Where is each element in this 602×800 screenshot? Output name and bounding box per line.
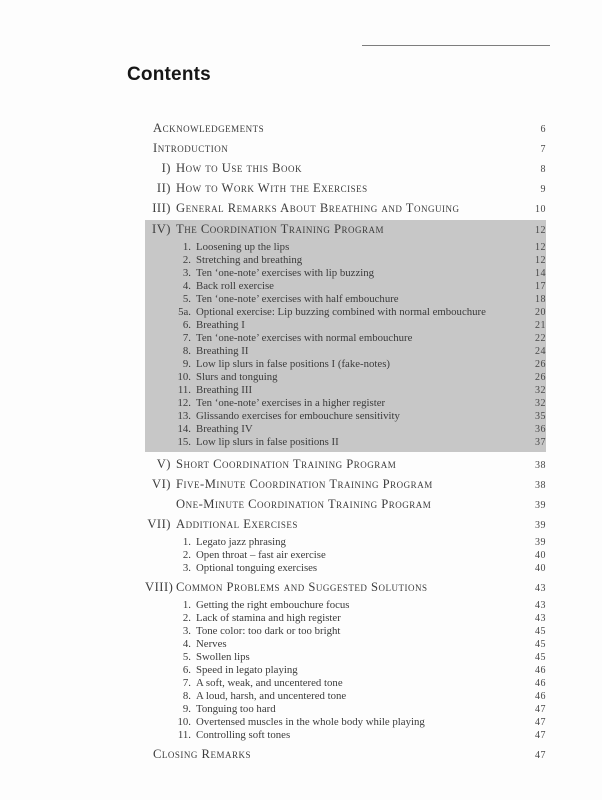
toc-entry-number: 4.	[182, 280, 191, 292]
toc-entry-page: 12	[535, 255, 546, 266]
toc-entry-label: Ten ‘one-note’ exercises with lip buzzing	[196, 267, 375, 279]
toc-entry-page: 46	[535, 665, 546, 676]
toc-entry-label: Five-Minute Coordination Training Program	[176, 477, 433, 491]
toc-entry-label: Overtensed muscles in the whole body while playing	[196, 716, 425, 728]
toc-entry	[145, 536, 546, 549]
toc-entry	[145, 223, 546, 237]
toc-entry	[145, 599, 546, 612]
toc-entry-label: Back roll exercise	[196, 280, 274, 292]
toc-entry-label: Stretching and breathing	[196, 254, 303, 266]
toc-entry-number: 10.	[177, 716, 191, 728]
toc-entry-page: 32	[535, 398, 546, 409]
toc-entry-number: VII)	[147, 517, 171, 531]
toc-entry	[145, 397, 546, 410]
toc-entry-label: Ten ‘one-note’ exercises with half embouchure	[196, 293, 399, 305]
toc-entry-page: 8	[540, 164, 546, 175]
toc-entry-page: 37	[535, 437, 546, 448]
toc-entry	[145, 332, 546, 345]
toc-entry	[145, 423, 546, 436]
toc-entry	[145, 703, 546, 716]
toc-entry-number: 15.	[177, 436, 191, 448]
toc-entry-label: Tone color: too dark or too bright	[196, 625, 341, 637]
toc-entry-number: 4.	[182, 638, 191, 650]
toc-entry	[145, 638, 546, 651]
toc-entry-label: Ten ‘one-note’ exercises with normal embouchure	[196, 332, 413, 344]
toc-entry-number: 3.	[182, 267, 191, 279]
toc-entry-page: 47	[535, 717, 546, 728]
toc-entry-label: Slurs and tonguing	[196, 371, 278, 383]
toc-entry-label: Open throat – fast air exercise	[196, 549, 326, 561]
toc-entry-page: 39	[535, 500, 546, 511]
toc-entry-label: Common Problems and Suggested Solutions	[176, 580, 428, 594]
toc-entry	[145, 436, 546, 449]
toc-entry-number: 3.	[182, 625, 191, 637]
toc-entry	[145, 690, 546, 703]
toc-entry-page: 45	[535, 626, 546, 637]
toc-entry-label: Short Coordination Training Program	[176, 457, 397, 471]
toc-entry-page: 46	[535, 691, 546, 702]
header-rule	[362, 45, 550, 46]
toc-entry	[145, 410, 546, 423]
toc-entry-label: Loosening up the lips	[196, 241, 290, 253]
toc-entry-page: 26	[535, 372, 546, 383]
toc-entry	[145, 581, 546, 595]
toc-entry	[145, 254, 546, 267]
toc-entry	[145, 384, 546, 397]
toc-entry	[145, 729, 546, 742]
toc-entry-page: 43	[535, 583, 546, 594]
toc-entry	[145, 319, 546, 332]
toc-list	[145, 122, 546, 762]
toc-entry-label: Breathing IV	[196, 423, 253, 435]
toc-entry-page: 7	[540, 144, 546, 155]
toc-entry-label: Low lip slurs in false positions II	[196, 436, 339, 448]
toc-entry-page: 39	[535, 520, 546, 531]
toc-entry-page: 43	[535, 613, 546, 624]
toc-entry-page: 35	[535, 411, 546, 422]
toc-entry	[145, 142, 546, 156]
toc-entry-page: 47	[535, 750, 546, 761]
toc-entry-number: 2.	[182, 612, 191, 624]
toc-entry-page: 22	[535, 333, 546, 344]
toc-entry	[145, 371, 546, 384]
toc-entry-label: General Remarks About Breathing and Tonguing	[176, 201, 460, 215]
toc-entry-page: 18	[535, 294, 546, 305]
toc-entry-number: VIII)	[145, 580, 174, 594]
toc-entry-label: Additional Exercises	[176, 517, 298, 531]
toc-entry-number: IV)	[152, 222, 171, 236]
toc-entry-number: 10.	[177, 371, 191, 383]
toc-entry-number: 5.	[182, 651, 191, 663]
toc-entry	[145, 162, 546, 176]
toc-entry-number: 9.	[182, 358, 191, 370]
toc-entry	[145, 748, 546, 762]
toc-entry-number: 7.	[182, 332, 191, 344]
toc-entry-label: Lack of stamina and high register	[196, 612, 341, 624]
toc-entry-page: 36	[535, 424, 546, 435]
toc-entry-page: 26	[535, 359, 546, 370]
toc-entry-label: Tonguing too hard	[196, 703, 276, 715]
toc-entry-page: 17	[535, 281, 546, 292]
toc-entry-number: 8.	[182, 345, 191, 357]
toc-entry	[145, 293, 546, 306]
toc-entry	[145, 267, 546, 280]
toc-entry-number: 9.	[182, 703, 191, 715]
toc-entry-label: Optional exercise: Lip buzzing combined with normal embouchure	[196, 306, 486, 318]
toc-entry-page: 12	[535, 225, 546, 236]
toc-entry	[145, 549, 546, 562]
toc-entry-label: Introduction	[153, 141, 229, 155]
toc-entry-number: 11.	[177, 384, 191, 396]
toc-entry-number: 5a.	[178, 306, 191, 318]
page-title: Contents	[127, 64, 211, 85]
toc-entry	[145, 345, 546, 358]
toc-entry-page: 10	[535, 204, 546, 215]
toc-entry	[145, 677, 546, 690]
toc-entry-number: 7.	[182, 677, 191, 689]
toc-entry-number: 11.	[177, 729, 191, 741]
toc-entry-number: V)	[156, 457, 171, 471]
toc-entry-number: III)	[152, 201, 171, 215]
toc-entry	[145, 716, 546, 729]
toc-entry	[145, 498, 546, 512]
toc-entry-label: A soft, weak, and uncentered tone	[196, 677, 343, 689]
toc-entry	[145, 280, 546, 293]
toc-entry-number: VI)	[152, 477, 171, 491]
highlight-block	[145, 220, 546, 452]
toc-entry-page: 38	[535, 460, 546, 471]
toc-entry-label: Ten ‘one-note’ exercises in a higher register	[196, 397, 386, 409]
toc-entry-label: Getting the right embouchure focus	[196, 599, 350, 611]
toc-entry-page: 40	[535, 563, 546, 574]
toc-entry-label: Low lip slurs in false positions I (fake-notes)	[196, 358, 391, 370]
toc-entry-page: 21	[535, 320, 546, 331]
toc-entry	[145, 518, 546, 532]
toc-entry-label: A loud, harsh, and uncentered tone	[196, 690, 347, 702]
toc-entry-page: 47	[535, 704, 546, 715]
toc-entry-page: 38	[535, 480, 546, 491]
toc-entry-label: Swollen lips	[196, 651, 250, 663]
toc-entry	[145, 241, 546, 254]
toc-entry-label: Controlling soft tones	[196, 729, 291, 741]
toc-entry-number: 6.	[182, 664, 191, 676]
toc-entry	[145, 612, 546, 625]
toc-entry-number: 2.	[182, 549, 191, 561]
toc-entry	[145, 202, 546, 216]
toc-entry-number: 14.	[177, 423, 191, 435]
toc-entry	[145, 625, 546, 638]
toc-entry	[145, 651, 546, 664]
toc-entry-number: 12.	[177, 397, 191, 409]
toc-entry-label: Nerves	[196, 638, 227, 650]
toc-entry-label: Closing Remarks	[153, 747, 251, 761]
toc-entry	[145, 306, 546, 319]
toc-entry-number: 2.	[182, 254, 191, 266]
toc-entry-number: II)	[156, 181, 171, 195]
toc-entry	[145, 122, 546, 136]
toc-entry-number: 1.	[182, 241, 191, 253]
toc-entry-label: Breathing III	[196, 384, 253, 396]
toc-entry-number: 13.	[177, 410, 191, 422]
toc-entry	[145, 664, 546, 677]
toc-entry-page: 46	[535, 678, 546, 689]
toc-entry	[145, 562, 546, 575]
toc-entry-page: 6	[540, 124, 546, 135]
toc-entry-page: 47	[535, 730, 546, 741]
toc-entry-number: 1.	[182, 599, 191, 611]
toc-entry-page: 45	[535, 652, 546, 663]
toc-entry-page: 40	[535, 550, 546, 561]
toc-entry-number: 1.	[182, 536, 191, 548]
toc-entry-label: Optional tonguing exercises	[196, 562, 318, 574]
toc-entry-label: How to Use this Book	[176, 161, 303, 175]
toc-entry-number: 6.	[182, 319, 191, 331]
toc-entry	[145, 478, 546, 492]
toc-entry-page: 14	[535, 268, 546, 279]
toc-entry-label: Speed in legato playing	[196, 664, 298, 676]
toc-entry-page: 39	[535, 537, 546, 548]
toc-entry-number: 5.	[182, 293, 191, 305]
toc-entry-page: 24	[535, 346, 546, 357]
toc-entry	[145, 458, 546, 472]
toc-entry-page: 9	[540, 184, 546, 195]
toc-entry-label: Acknowledgements	[153, 121, 265, 135]
toc-entry-page: 32	[535, 385, 546, 396]
toc-entry-number: 8.	[182, 690, 191, 702]
toc-entry-page: 12	[535, 242, 546, 253]
toc-entry-label: How to Work With the Exercises	[176, 181, 368, 195]
toc-entry	[145, 182, 546, 196]
toc-entry-label: One-Minute Coordination Training Program	[176, 497, 432, 511]
toc-entry-number: I)	[161, 161, 171, 175]
toc-entry-label: Breathing I	[196, 319, 245, 331]
toc-entry-page: 20	[535, 307, 546, 318]
toc-entry-label: Breathing II	[196, 345, 249, 357]
toc-entry-page: 43	[535, 600, 546, 611]
toc-entry-number: 3.	[182, 562, 191, 574]
toc-entry-label: Glissando exercises for embouchure sensitivity	[196, 410, 400, 422]
toc-entry-label: Legato jazz phrasing	[196, 536, 286, 548]
toc-entry-page: 45	[535, 639, 546, 650]
toc-entry-label: The Coordination Training Program	[176, 222, 384, 236]
toc-entry	[145, 358, 546, 371]
